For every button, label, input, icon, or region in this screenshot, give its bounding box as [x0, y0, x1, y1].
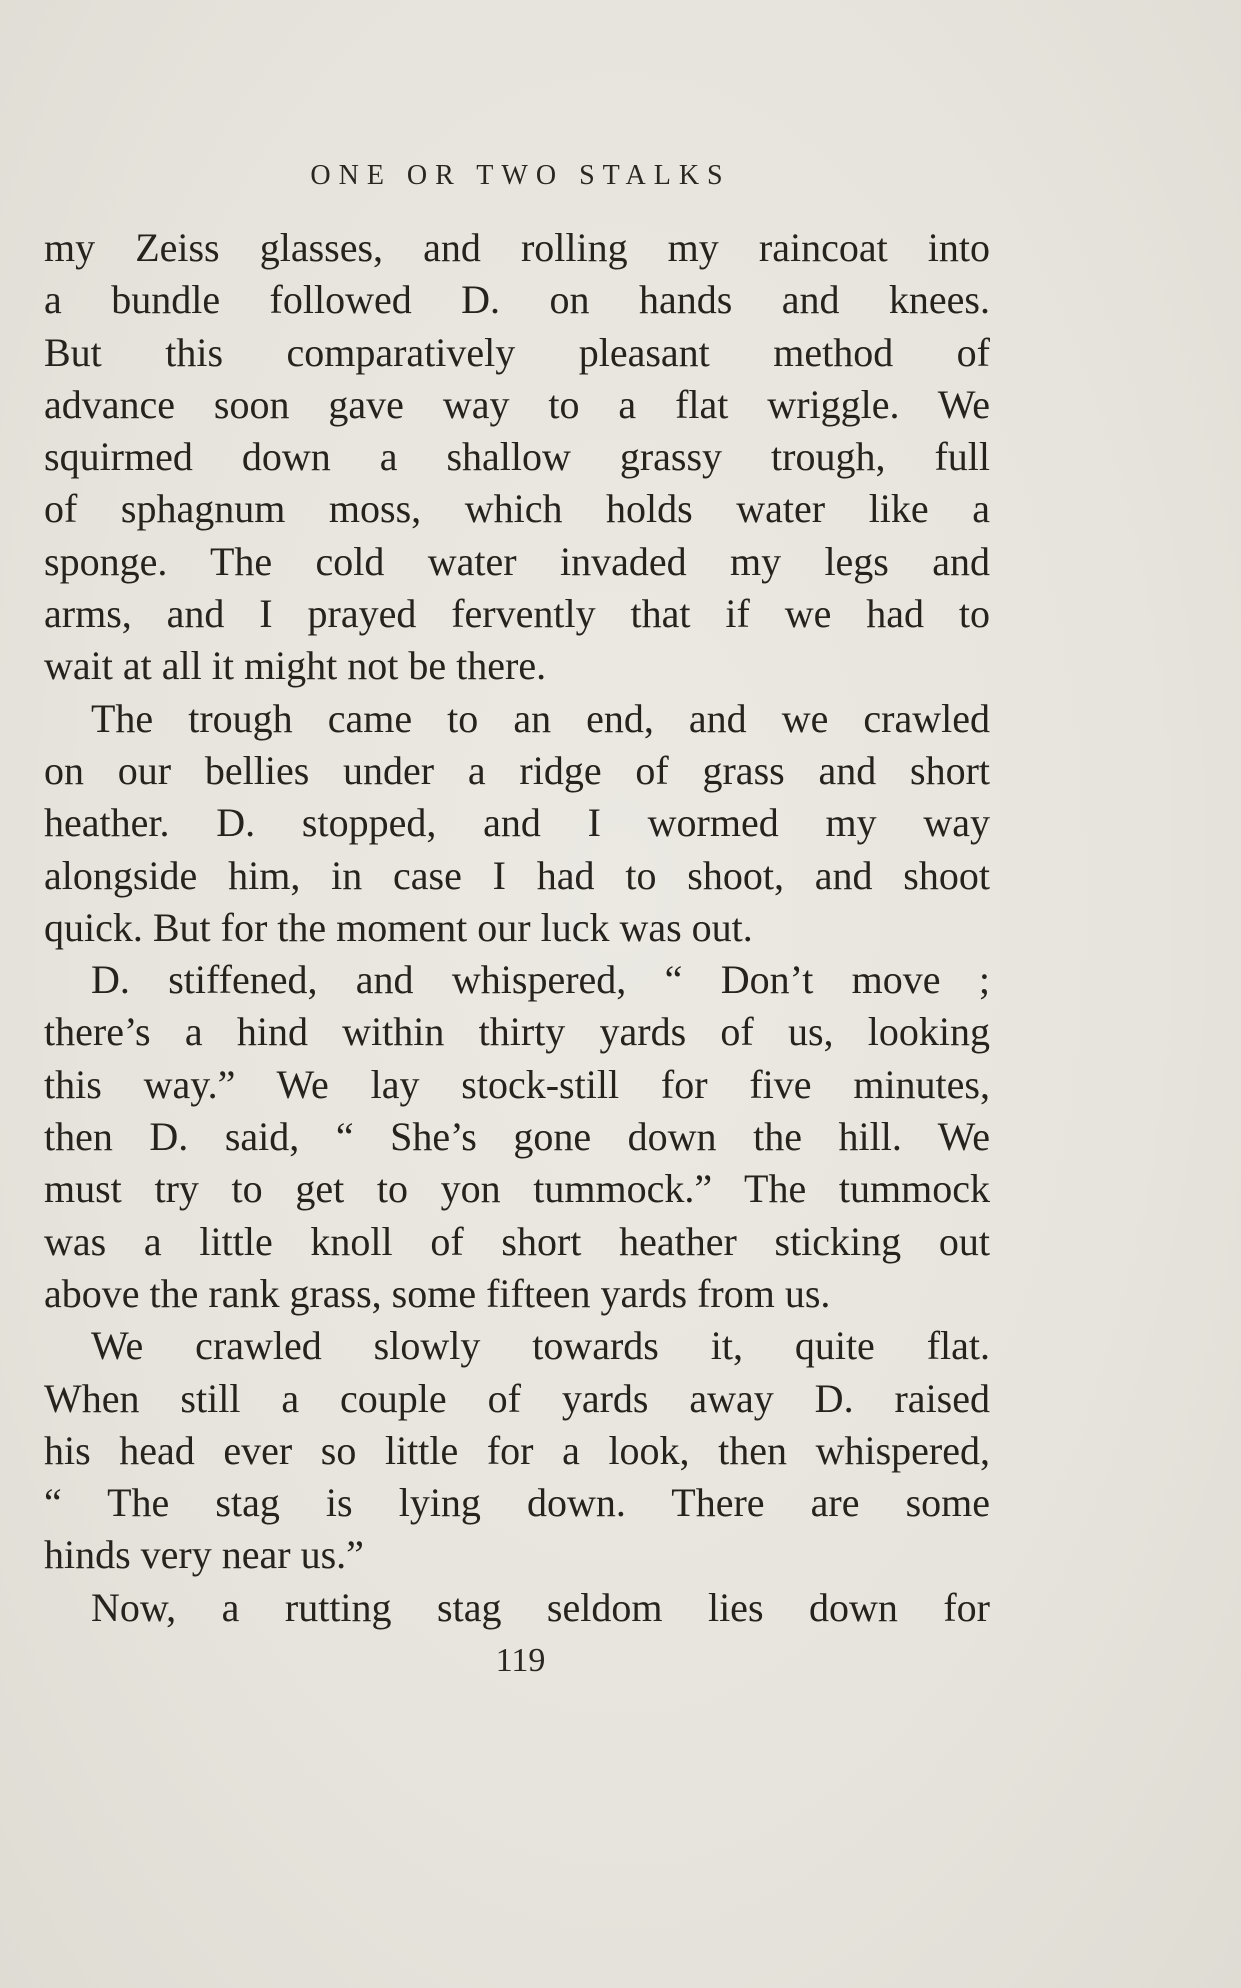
text-line: Now, a rutting stag seldom lies down for: [91, 1584, 990, 1630]
text-line: alongside him, in case I had to shoot, and shoot: [44, 852, 990, 898]
text-line: arms, and I prayed fervently that if we had to: [44, 591, 990, 637]
text-line: must try to get to yon tummock.” The tummock: [44, 1166, 990, 1212]
text-line: heather. D. stopped, and I wormed my way: [44, 800, 990, 846]
text-line: advance soon gave way to a flat wriggle. We: [44, 381, 990, 427]
running-head: ONE OR TWO STALKS: [310, 160, 731, 191]
text-line: When still a couple of yards away D. raised: [44, 1375, 990, 1421]
text-line: sponge. The cold water invaded my legs and: [44, 538, 990, 584]
page-number: 119: [495, 1642, 546, 1679]
text-line: on our bellies under a ridge of grass and short: [44, 747, 990, 793]
text-line: my Zeiss glasses, and rolling my raincoat into: [44, 225, 990, 270]
text-line: But this comparatively pleasant method of: [44, 329, 990, 375]
text-line: D. stiffened, and whispered, “ Don’t move ;: [91, 957, 990, 1003]
text-line: squirmed down a shallow grassy trough, full: [44, 434, 990, 480]
text-line: We crawled slowly towards it, quite flat.: [91, 1323, 990, 1369]
body-text: [44, 222, 990, 1634]
text-line: was a little knoll of short heather sticking out: [44, 1218, 990, 1264]
text-line: above the rank grass, some fifteen yards from us.: [44, 1270, 831, 1316]
text-line: wait at all it might not be there.: [44, 643, 547, 689]
text-line: a bundle followed D. on hands and knees.: [44, 277, 990, 323]
text-line: there’s a hind within thirty yards of us, looking: [44, 1009, 990, 1055]
text-line: “ The stag is lying down. There are some: [44, 1480, 990, 1526]
text-line: of sphagnum moss, which holds water like a: [44, 486, 990, 532]
text-line: The trough came to an end, and we crawled: [91, 695, 990, 741]
text-line: this way.” We lay stock-still for five minutes,: [44, 1061, 990, 1107]
text-line: quick. But for the moment our luck was out.: [44, 904, 753, 950]
text-line: hinds very near us.”: [44, 1532, 364, 1578]
text-line: then D. said, “ She’s gone down the hill. We: [44, 1114, 990, 1160]
text-line: his head ever so little for a look, then whispered,: [44, 1427, 990, 1473]
